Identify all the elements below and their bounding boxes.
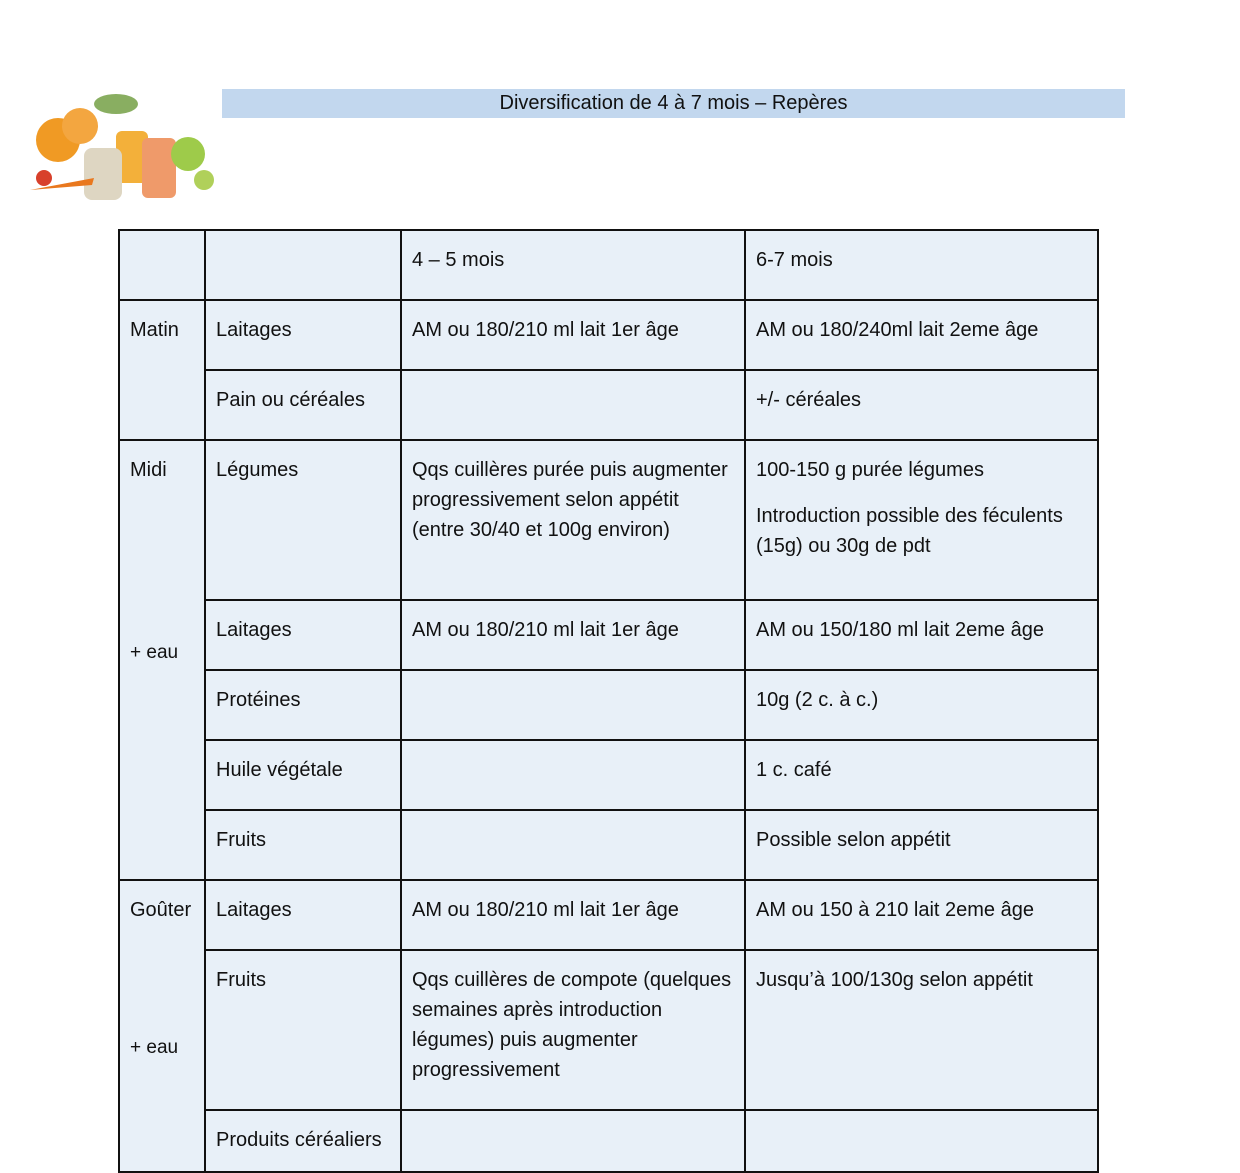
value-6-7-mois <box>745 1110 1098 1172</box>
orange-fruit <box>62 108 98 144</box>
table-row <box>119 950 1098 1110</box>
value-6-7-mois: AM ou 180/240ml lait 2eme âge <box>745 300 1098 370</box>
table-row <box>119 880 1098 950</box>
value-6-7-mois: Jusqu’à 100/130g selon appétit <box>745 950 1098 1110</box>
food-label: Protéines <box>205 670 401 740</box>
meal-cell-matin <box>119 300 205 440</box>
table-row <box>119 1110 1098 1172</box>
value-6-7-mois <box>745 440 1098 600</box>
header-cell-4-5-mois: 4 – 5 mois <box>401 230 745 300</box>
page-title: Diversification de 4 à 7 mois – Repères <box>499 92 848 114</box>
lime-fruit <box>194 170 214 190</box>
header-cell-6-7-mois: 6-7 mois <box>745 230 1098 300</box>
food-label: Huile végétale <box>205 740 401 810</box>
meal-cell-gouter <box>119 880 205 1172</box>
food-label: Légumes <box>205 440 401 600</box>
apple-fruit <box>171 137 205 171</box>
meal-label: Matin <box>130 319 179 341</box>
header-row <box>119 230 1098 300</box>
diversification-table <box>118 229 1099 1173</box>
value-6-7-mois: AM ou 150 à 210 lait 2eme âge <box>745 880 1098 950</box>
food-label: Produits céréaliers <box>205 1110 401 1172</box>
water-note: + eau <box>130 642 179 663</box>
table-row <box>119 300 1098 370</box>
value-4-5-mois: Qqs cuillères purée puis augmenter progressivement selon appétit (entre 30/40 et 100g environ) <box>401 440 745 600</box>
header-cell-empty <box>205 230 401 300</box>
value-6-7-mois: 10g (2 c. à c.) <box>745 670 1098 740</box>
food-label: Fruits <box>205 810 401 880</box>
leaf-shape <box>94 94 138 114</box>
value-6-7-mois: 1 c. café <box>745 740 1098 810</box>
food-label: Laitages <box>205 300 401 370</box>
value-6-7-mois: AM ou 150/180 ml lait 2eme âge <box>745 600 1098 670</box>
table-row <box>119 810 1098 880</box>
jar-shape <box>142 138 176 198</box>
water-note: + eau <box>130 1037 179 1058</box>
value-4-5-mois <box>401 740 745 810</box>
table-row <box>119 440 1098 600</box>
value-line: Introduction possible des féculents (15g) ou 30g de pdt <box>756 505 1063 557</box>
title-bar <box>222 89 1125 118</box>
value-4-5-mois <box>401 370 745 440</box>
food-label: Pain ou céréales <box>205 370 401 440</box>
jar-shape <box>84 148 122 200</box>
food-label: Fruits <box>205 950 401 1110</box>
value-4-5-mois <box>401 1110 745 1172</box>
meal-cell-midi <box>119 440 205 880</box>
table-row <box>119 670 1098 740</box>
table-row <box>119 370 1098 440</box>
value-4-5-mois <box>401 810 745 880</box>
value-4-5-mois: AM ou 180/210 ml lait 1er âge <box>401 600 745 670</box>
food-label: Laitages <box>205 600 401 670</box>
baby-food-jars-fruits-image <box>24 86 214 216</box>
value-4-5-mois: AM ou 180/210 ml lait 1er âge <box>401 300 745 370</box>
meal-label: Midi <box>130 459 167 481</box>
value-6-7-mois: +/- céréales <box>745 370 1098 440</box>
value-4-5-mois: Qqs cuillères de compote (quelques semaines après introduction légumes) puis augmenter progressivement <box>401 950 745 1110</box>
food-label: Laitages <box>205 880 401 950</box>
cherry-tomato <box>36 170 52 186</box>
value-6-7-mois: Possible selon appétit <box>745 810 1098 880</box>
value-line: 100-150 g purée légumes <box>756 459 984 481</box>
table-row <box>119 600 1098 670</box>
meal-label: Goûter <box>130 899 192 921</box>
value-4-5-mois: AM ou 180/210 ml lait 1er âge <box>401 880 745 950</box>
table-row <box>119 740 1098 810</box>
value-4-5-mois <box>401 670 745 740</box>
header-cell-empty <box>119 230 205 300</box>
